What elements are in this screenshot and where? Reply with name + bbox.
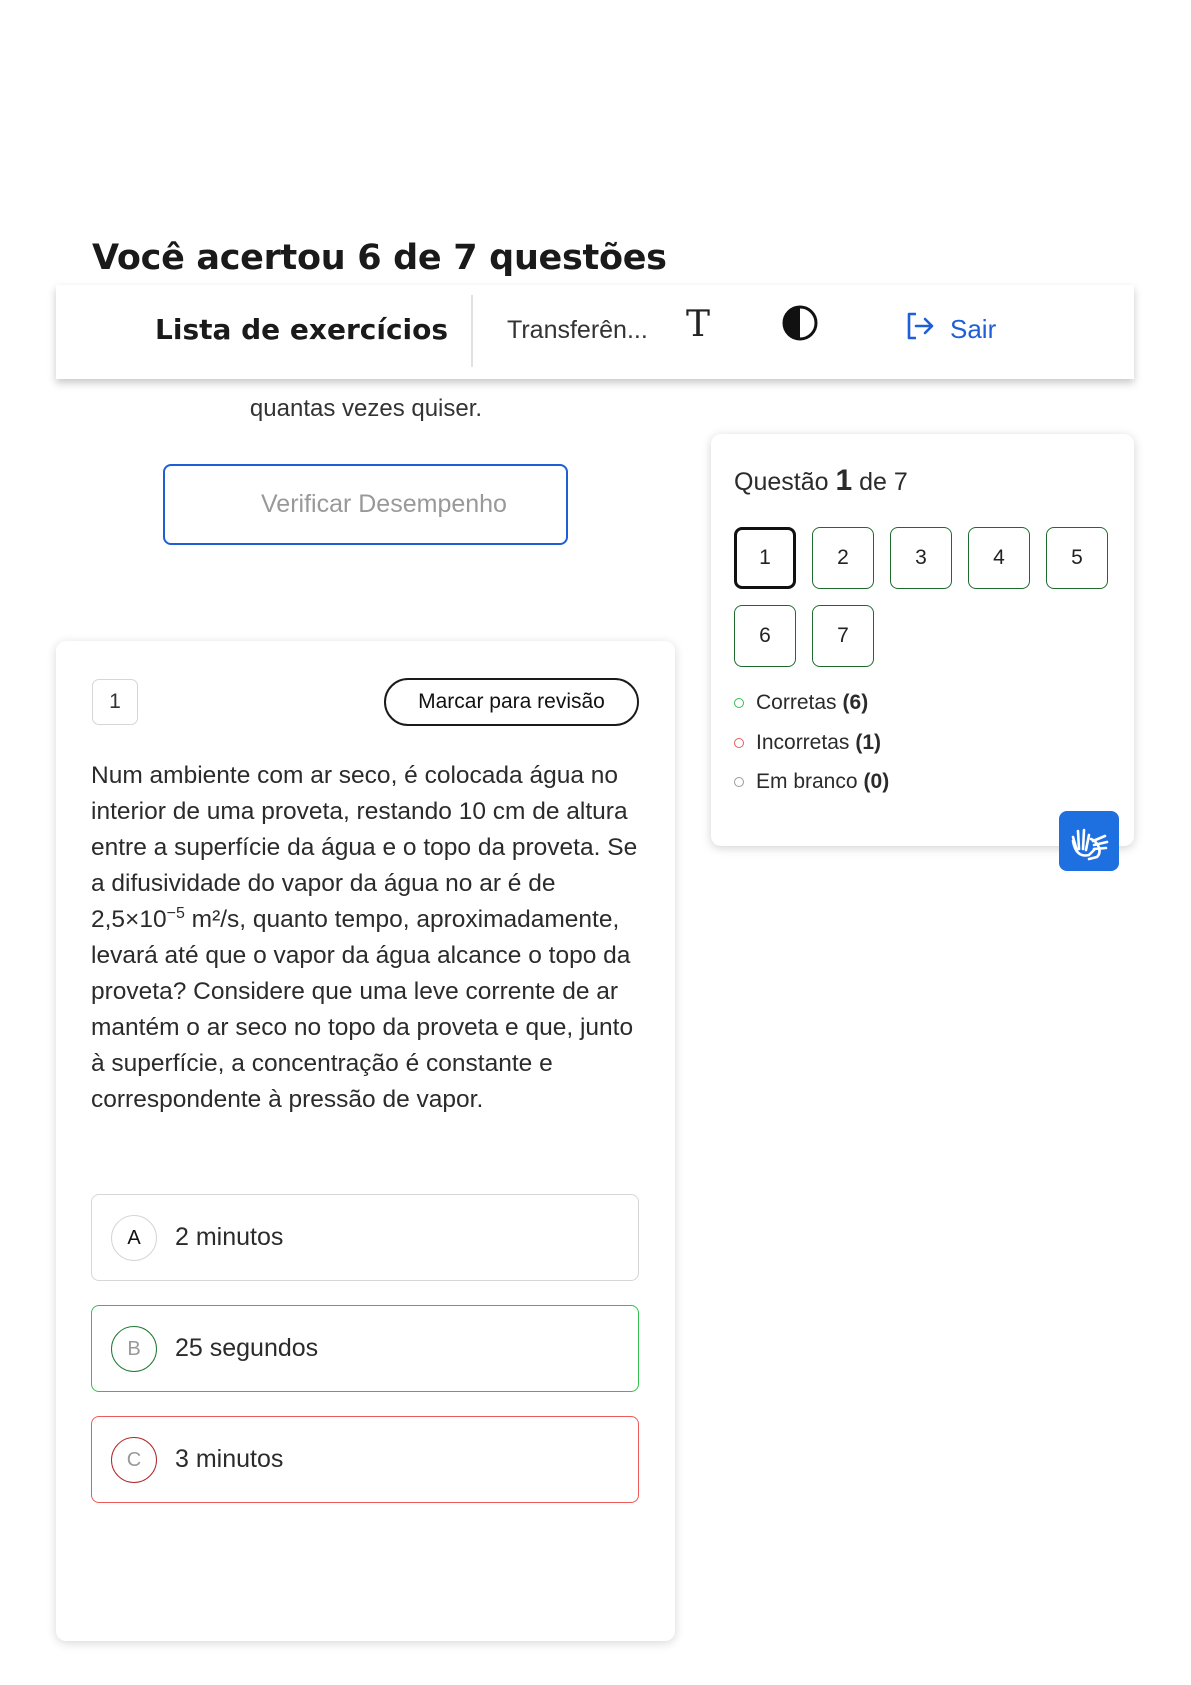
option-text: 3 minutos [175, 1445, 284, 1473]
navigator-heading: Questão 1 de 7 [734, 464, 908, 497]
question-number-badge: 1 [92, 679, 138, 725]
question-navigator [711, 434, 1134, 846]
retry-hint-text: quantas vezes quiser. [249, 395, 483, 422]
question-button-6[interactable]: 6 [734, 605, 796, 667]
option-text: 25 segundos [175, 1334, 319, 1362]
correct-dot-icon [734, 698, 744, 708]
option-a[interactable] [91, 1194, 639, 1281]
exponent: −5 [166, 904, 185, 922]
question-text: Num ambiente com ar seco, é colocada água no interior de uma proveta, restando 10 cm de altura entre a superfície da água e o topo da proveta. Se a difusividade do vapor da água no ar é de $2,5\times 10^{-5}$ m²/s, quanto tempo, aproximadamente, levará até que o vapor da água alcance o topo da proveta? Considere que uma leve corrente de ar mantém o ar seco no topo da proveta e que, junto à superfície, a concentração é constante e correspondente à pressão de vapor. [91, 762, 638, 1113]
verify-performance-button[interactable]: Verificar Desempenho [163, 464, 568, 545]
question-button-2[interactable]: 2 [812, 527, 874, 589]
question-button-3[interactable]: 3 [890, 527, 952, 589]
option-text: 2 minutos [175, 1223, 284, 1251]
legend-blank: Em branco (0) [734, 770, 889, 794]
option-letter: B [111, 1326, 157, 1372]
option-letter: A [111, 1215, 157, 1261]
legend-incorrect: Incorretas (1) [734, 731, 881, 755]
sign-language-hands-icon[interactable] [1059, 811, 1119, 871]
option-letter: C [111, 1437, 157, 1483]
contrast-icon[interactable] [780, 303, 820, 343]
question-button-7[interactable]: 7 [812, 605, 874, 667]
legend-correct: Corretas (6) [734, 691, 868, 715]
blank-dot-icon [734, 777, 744, 787]
question-button-1[interactable]: 1 [734, 527, 796, 589]
top-navigation-bar [56, 285, 1134, 379]
logout-icon [904, 310, 936, 349]
question-card [56, 641, 675, 1641]
question-button-5[interactable]: 5 [1046, 527, 1108, 589]
mark-for-review-button[interactable]: Marcar para revisão [384, 678, 639, 726]
logout-button[interactable] [904, 309, 996, 349]
question-button-4[interactable]: 4 [968, 527, 1030, 589]
subject-title[interactable]: Transferên... [507, 316, 648, 344]
option-b-correct[interactable] [91, 1305, 639, 1392]
header-divider [471, 295, 473, 367]
page-title: Lista de exercícios [155, 313, 449, 346]
logout-label: Sair [950, 313, 997, 344]
score-title: Você acertou 6 de 7 questões [92, 238, 667, 278]
incorrect-dot-icon [734, 738, 744, 748]
option-c-incorrect[interactable] [91, 1416, 639, 1503]
text-size-icon[interactable]: T [685, 304, 710, 345]
